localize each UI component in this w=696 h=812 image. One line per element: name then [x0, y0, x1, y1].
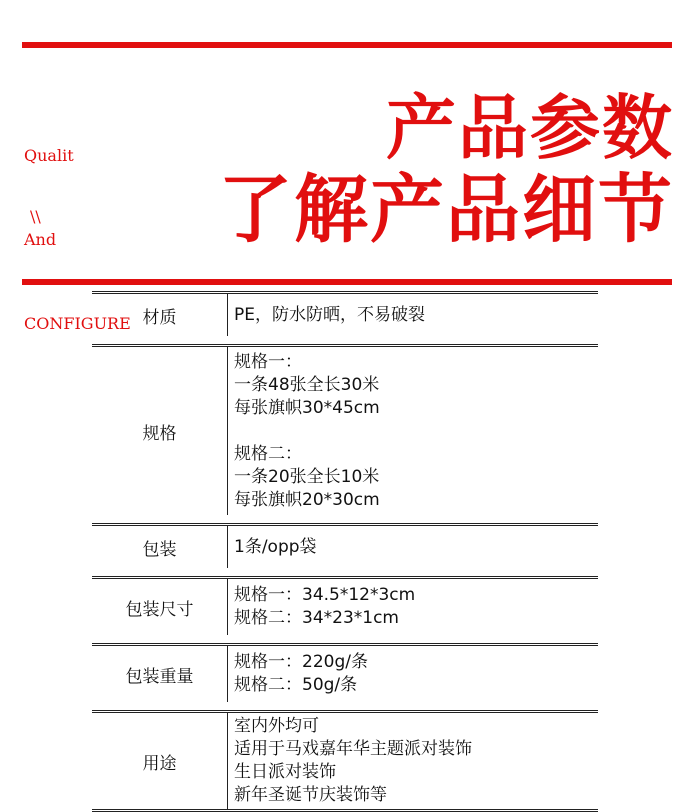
slash-decoration: \\	[30, 207, 41, 226]
spec-value-line: 生日派对装饰	[234, 762, 336, 782]
spec-value-line: 一条48张全长30米	[234, 374, 380, 395]
spec-value-line: 1条/opp袋	[234, 536, 317, 557]
spec-table	[92, 291, 598, 812]
spec-value-gap	[234, 420, 598, 443]
spec-label: 用途	[92, 713, 228, 809]
spec-value-line: 规格二：50g/条	[234, 675, 358, 695]
headline-product-details: 了解产品细节	[218, 167, 674, 253]
spec-value-line: 每张旗帜30*45cm	[234, 397, 380, 418]
side-line-2: And	[24, 230, 57, 249]
spec-label: 包装	[92, 526, 228, 568]
spec-value-line: 一条20张全长10米	[234, 466, 380, 487]
spec-value	[228, 347, 598, 515]
spec-row	[92, 523, 598, 568]
spec-row	[92, 643, 598, 702]
spec-row	[92, 291, 598, 336]
spec-value-line: 规格二：34*23*1cm	[234, 608, 399, 628]
spec-label: 包装重量	[92, 646, 228, 702]
spec-value-line: 新年圣诞节庆装饰等	[234, 785, 387, 805]
spec-value	[228, 579, 598, 635]
row-spacer	[92, 515, 598, 523]
spec-value-line: 室内外均可	[234, 716, 319, 736]
spec-value	[228, 526, 598, 568]
spec-value	[228, 713, 598, 809]
top-red-rule	[22, 42, 672, 48]
spec-label: 规格	[92, 347, 228, 515]
spec-value-line: 规格二：	[234, 443, 302, 464]
side-line-1: Qualit	[24, 146, 74, 165]
spec-value-line: PE，防水防晒，不易破裂	[234, 304, 425, 325]
spec-value-line: 规格一：34.5*12*3cm	[234, 585, 416, 605]
spec-row	[92, 576, 598, 635]
row-spacer	[92, 702, 598, 710]
spec-row	[92, 710, 598, 812]
bottom-red-rule	[22, 279, 672, 285]
spec-value-line: 规格一：220g/条	[234, 652, 368, 672]
spec-value-line: 规格一：	[234, 351, 302, 372]
spec-value-line: 每张旗帜20*30cm	[234, 489, 380, 510]
row-spacer	[92, 568, 598, 576]
spec-label: 材质	[92, 294, 228, 336]
row-spacer	[92, 336, 598, 344]
spec-value	[228, 646, 598, 702]
spec-label: 包装尺寸	[92, 579, 228, 635]
spec-row	[92, 344, 598, 515]
row-spacer	[92, 635, 598, 643]
spec-value-line: 适用于马戏嘉年华主题派对装饰	[234, 739, 472, 759]
spec-value	[228, 294, 598, 336]
headline-product-params: 产品参数	[386, 87, 674, 169]
side-line-3: CONFIGURE	[24, 314, 131, 333]
